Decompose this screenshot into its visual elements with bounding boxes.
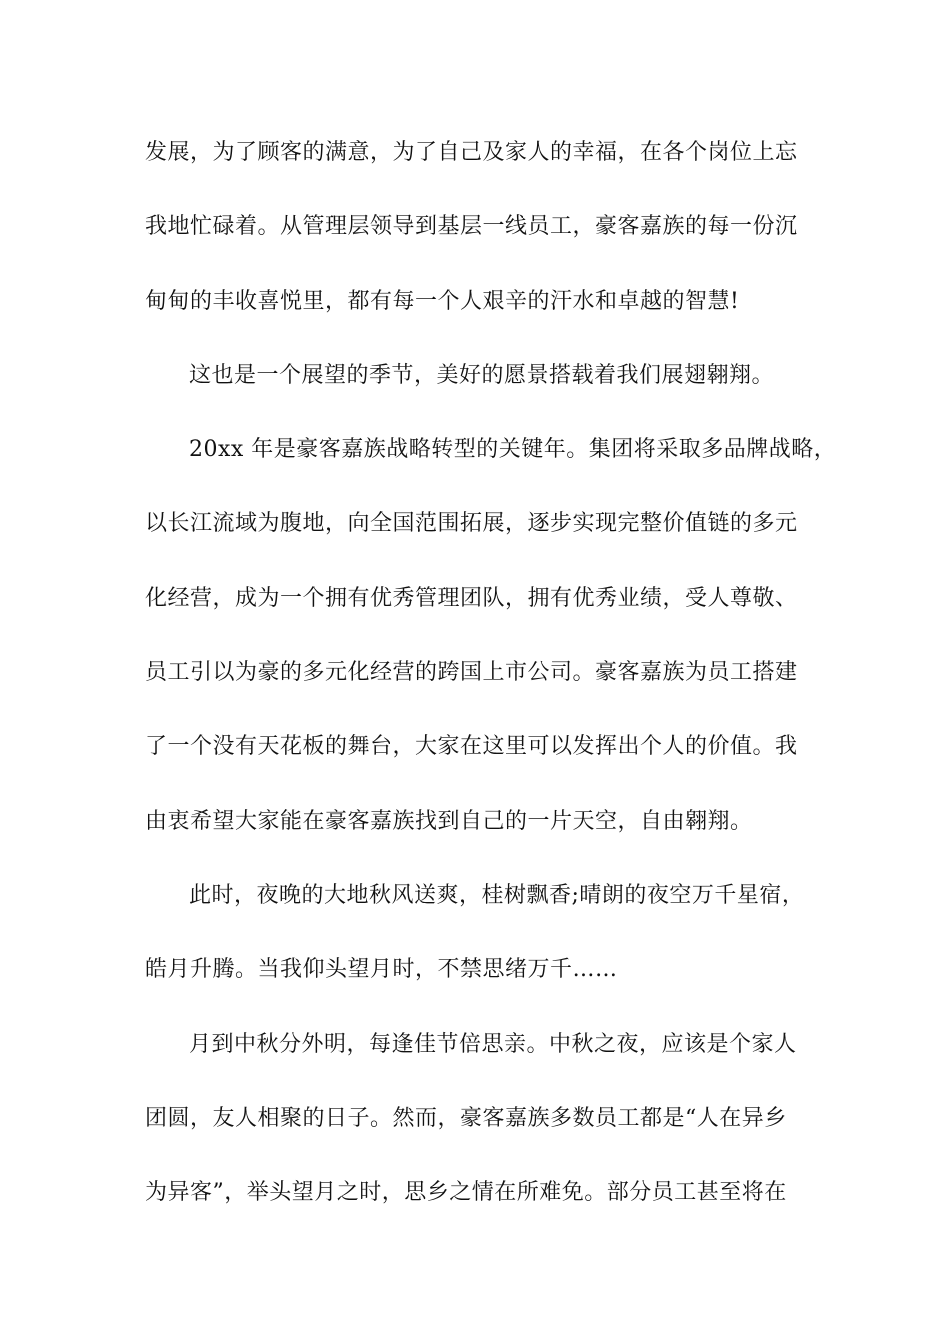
text-line: 化经营，成为一个拥有优秀管理团队，拥有优秀业绩，受人尊敬、 [145,585,798,611]
text-line: 了一个没有天花板的舞台，大家在这里可以发挥出个人的价值。我 [145,734,798,760]
text-line: 由衷希望大家能在豪客嘉族找到自己的一片天空，自由翱翔。 [145,808,753,834]
text-line: 甸甸的丰收喜悦里，都有每一个人艰辛的汗水和卓越的智慧! [145,288,740,314]
paragraph-first-line: 20xx 年是豪客嘉族战略转型的关键年。集团将采取多品牌战略， [189,437,837,463]
text-line: 团圆，友人相聚的日子。然而，豪客嘉族多数员工都是“人在异乡 [145,1105,787,1131]
text-line: 为异客”，举头望月之时，思乡之情在所难免。部分员工甚至将在 [145,1180,787,1206]
text-line: 以长江流域为腹地，向全国范围拓展，逐步实现完整价值链的多元 [145,511,798,537]
document-body [145,131,837,1245]
paragraph-first-line: 此时，夜晚的大地秋风送爽，桂树飘香;晴朗的夜空万千星宿， [189,882,805,908]
paragraph-first-line: 这也是一个展望的季节，美好的愿景搭载着我们展翅翱翔。 [189,362,775,388]
text-line: 我地忙碌着。从管理层领导到基层一线员工，豪客嘉族的每一份沉 [145,214,798,240]
text-line: 员工引以为豪的多元化经营的跨国上市公司。豪客嘉族为员工搭建 [145,660,798,686]
text-line: 皓月升腾。当我仰头望月时，不禁思绪万千…… [145,957,618,983]
paragraph-first-line: 月到中秋分外明，每逢佳节倍思亲。中秋之夜，应该是个家人 [189,1031,797,1057]
text-line: 发展，为了顾客的满意，为了自己及家人的幸福，在各个岗位上忘 [145,140,798,165]
